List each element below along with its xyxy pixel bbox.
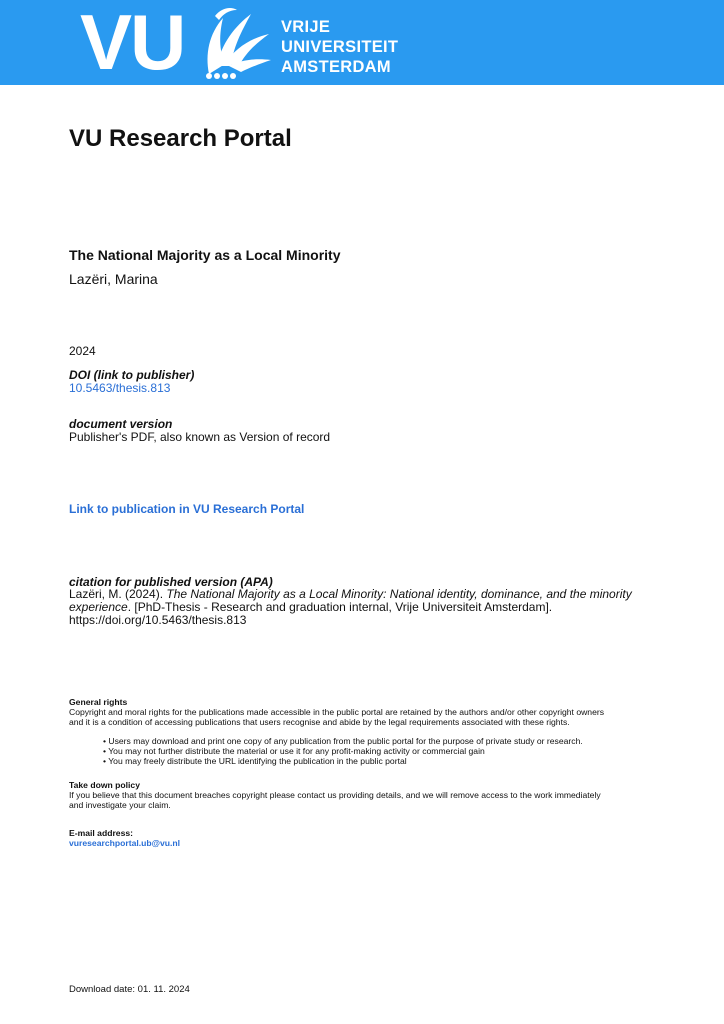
logo-line-universiteit: UNIVERSITEIT <box>281 38 399 56</box>
citation-label: citation for published version (APA) <box>69 575 273 589</box>
general-rights-text <box>69 707 689 727</box>
citation-doi-url: https://doi.org/10.5463/thesis.813 <box>69 613 247 627</box>
citation-source: . [PhD-Thesis - Research and graduation internal, Vrije Universiteit Amsterdam]. <box>127 600 553 614</box>
header-banner <box>0 0 724 85</box>
portal-publication-link[interactable]: Link to publication in VU Research Portal <box>69 502 305 516</box>
take-down-line-1: If you believe that this document breaches copyright please contact us providing details, and we will remove access to the work immediately <box>69 790 601 800</box>
list-item: • You may not further distribute the material or use it for any profit-making activity or commercial gain <box>103 746 485 756</box>
list-item: • You may freely distribute the URL identifying the publication in the public portal <box>103 756 407 766</box>
document-version-value: Publisher's PDF, also known as Version of record <box>69 430 331 444</box>
rights-bullet-list <box>103 736 583 766</box>
griffin-logo-icon <box>195 4 275 80</box>
document-version-label: document version <box>69 417 173 431</box>
email-link[interactable]: vuresearchportal.ub@vu.nl <box>69 838 181 848</box>
citation-text <box>69 588 669 627</box>
citation-prefix: Lazëri, M. (2024). <box>69 587 167 601</box>
page-title: VU Research Portal <box>69 125 292 152</box>
take-down-line-2: and investigate your claim. <box>69 800 171 810</box>
logo-vu-letters: VU <box>80 0 185 86</box>
general-rights-line-1: Copyright and moral rights for the publications made accessible in the public portal are retained by the authors and/or other copyright owners <box>69 707 605 717</box>
citation-title-part-2: experience <box>69 600 128 614</box>
list-item: • Users may download and print one copy of any publication from the public portal for the purpose of private study or research. <box>103 736 583 746</box>
publication-title: The National Majority as a Local Minority <box>69 247 341 263</box>
doi-label: DOI (link to publisher) <box>69 368 195 382</box>
publication-year: 2024 <box>69 344 96 358</box>
logo-line-amsterdam: AMSTERDAM <box>281 58 391 76</box>
take-down-text <box>69 790 689 810</box>
general-rights-label: General rights <box>69 697 128 707</box>
logo-line-vrije: VRIJE <box>281 18 331 36</box>
download-date: Download date: 01. 11. 2024 <box>69 984 190 995</box>
doi-link[interactable]: 10.5463/thesis.813 <box>69 381 171 395</box>
general-rights-line-2: and it is a condition of accessing publications that users recognise and abide by the legal requirements associated with these rights. <box>69 717 570 727</box>
citation-title-part-1: The National Majority as a Local Minority: National identity, dominance, and the minority <box>166 587 632 601</box>
logo-wordmark <box>281 17 398 77</box>
take-down-label: Take down policy <box>69 780 140 790</box>
email-label: E-mail address: <box>69 828 133 838</box>
publication-author: Lazëri, Marina <box>69 271 158 287</box>
